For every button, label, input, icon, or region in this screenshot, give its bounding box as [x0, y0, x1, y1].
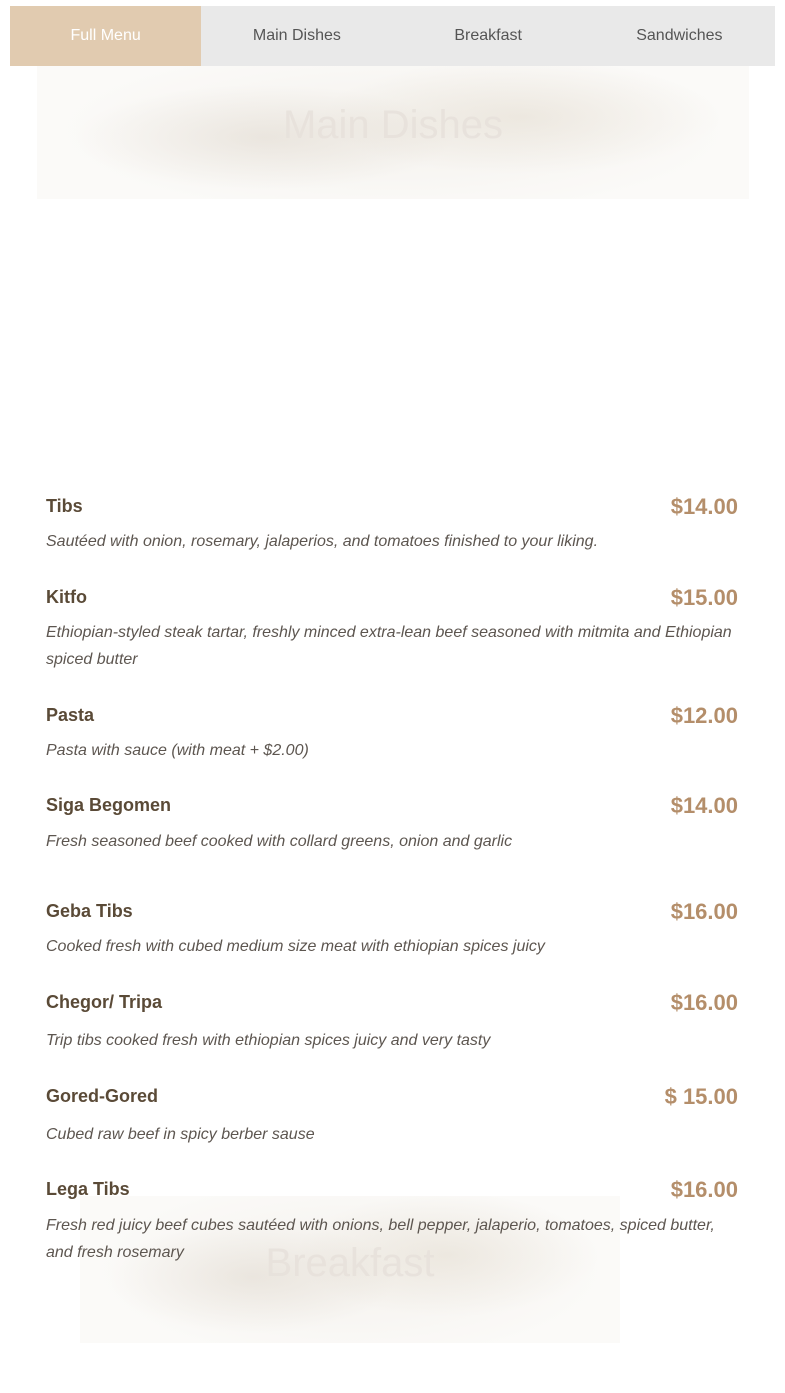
menu-item-description: Fresh seasoned beef cooked with collard greens, onion and garlic [46, 833, 513, 850]
menu-item-price: $14.00 [670, 793, 738, 818]
menu-item-description: Sautéed with onion, rosemary, jalaperios, and tomatoes finished to your liking. [46, 533, 599, 550]
menu-item-description: Pasta with sauce (with meat + $2.00) [46, 742, 309, 759]
menu-item-name: Geba Tibs [46, 901, 133, 921]
menu-item-price: $16.00 [670, 899, 738, 924]
menu-item-name: Gored-Gored [46, 1086, 159, 1106]
menu-item-description: Ethiopian-styled steak tartar, freshly minced extra-lean beef seasoned with mitmita and Ethiopian spiced butter [46, 624, 732, 668]
menu-item-price: $16.00 [670, 1177, 738, 1202]
menu-item-name: Tibs [46, 496, 83, 516]
tab-full-menu[interactable]: Full Menu [10, 6, 201, 66]
tab-breakfast[interactable]: Breakfast [454, 27, 522, 44]
menu-item-description: Cubed raw beef in spicy berber sause [46, 1126, 315, 1143]
menu-item-description: Cooked fresh with cubed medium size meat with ethiopian spices juicy [46, 938, 545, 955]
main-dishes-section-title: Main Dishes [282, 103, 504, 147]
menu-item-name: Siga Begomen [46, 795, 172, 815]
menu-item-name: Pasta [46, 705, 95, 725]
menu-item-price: $14.00 [670, 494, 738, 519]
menu-item-price: $16.00 [670, 990, 738, 1015]
menu-item-name: Kitfo [46, 587, 87, 607]
breakfast-section-title: Breakfast [265, 1241, 435, 1285]
tab-main-dishes[interactable]: Main Dishes [252, 27, 341, 44]
menu-item-price: $15.00 [670, 585, 738, 610]
menu-item-name: Lega Tibs [46, 1179, 130, 1199]
menu-item-description: Fresh red juicy beef cubes sautéed with onions, bell pepper, jalaperio, tomatoes, spiced butter, and fresh rosemary [46, 1217, 715, 1261]
menu-item-name: Chegor/ Tripa [46, 992, 163, 1012]
tab-sandwiches[interactable]: Sandwiches [636, 27, 723, 44]
main-dishes-banner [37, 62, 749, 199]
menu-item-price: $ 15.00 [664, 1084, 738, 1109]
menu-tabs [10, 6, 775, 66]
menu-item-description: Trip tibs cooked fresh with ethiopian spices juicy and very tasty [46, 1032, 491, 1049]
menu-item-price: $12.00 [670, 703, 738, 728]
